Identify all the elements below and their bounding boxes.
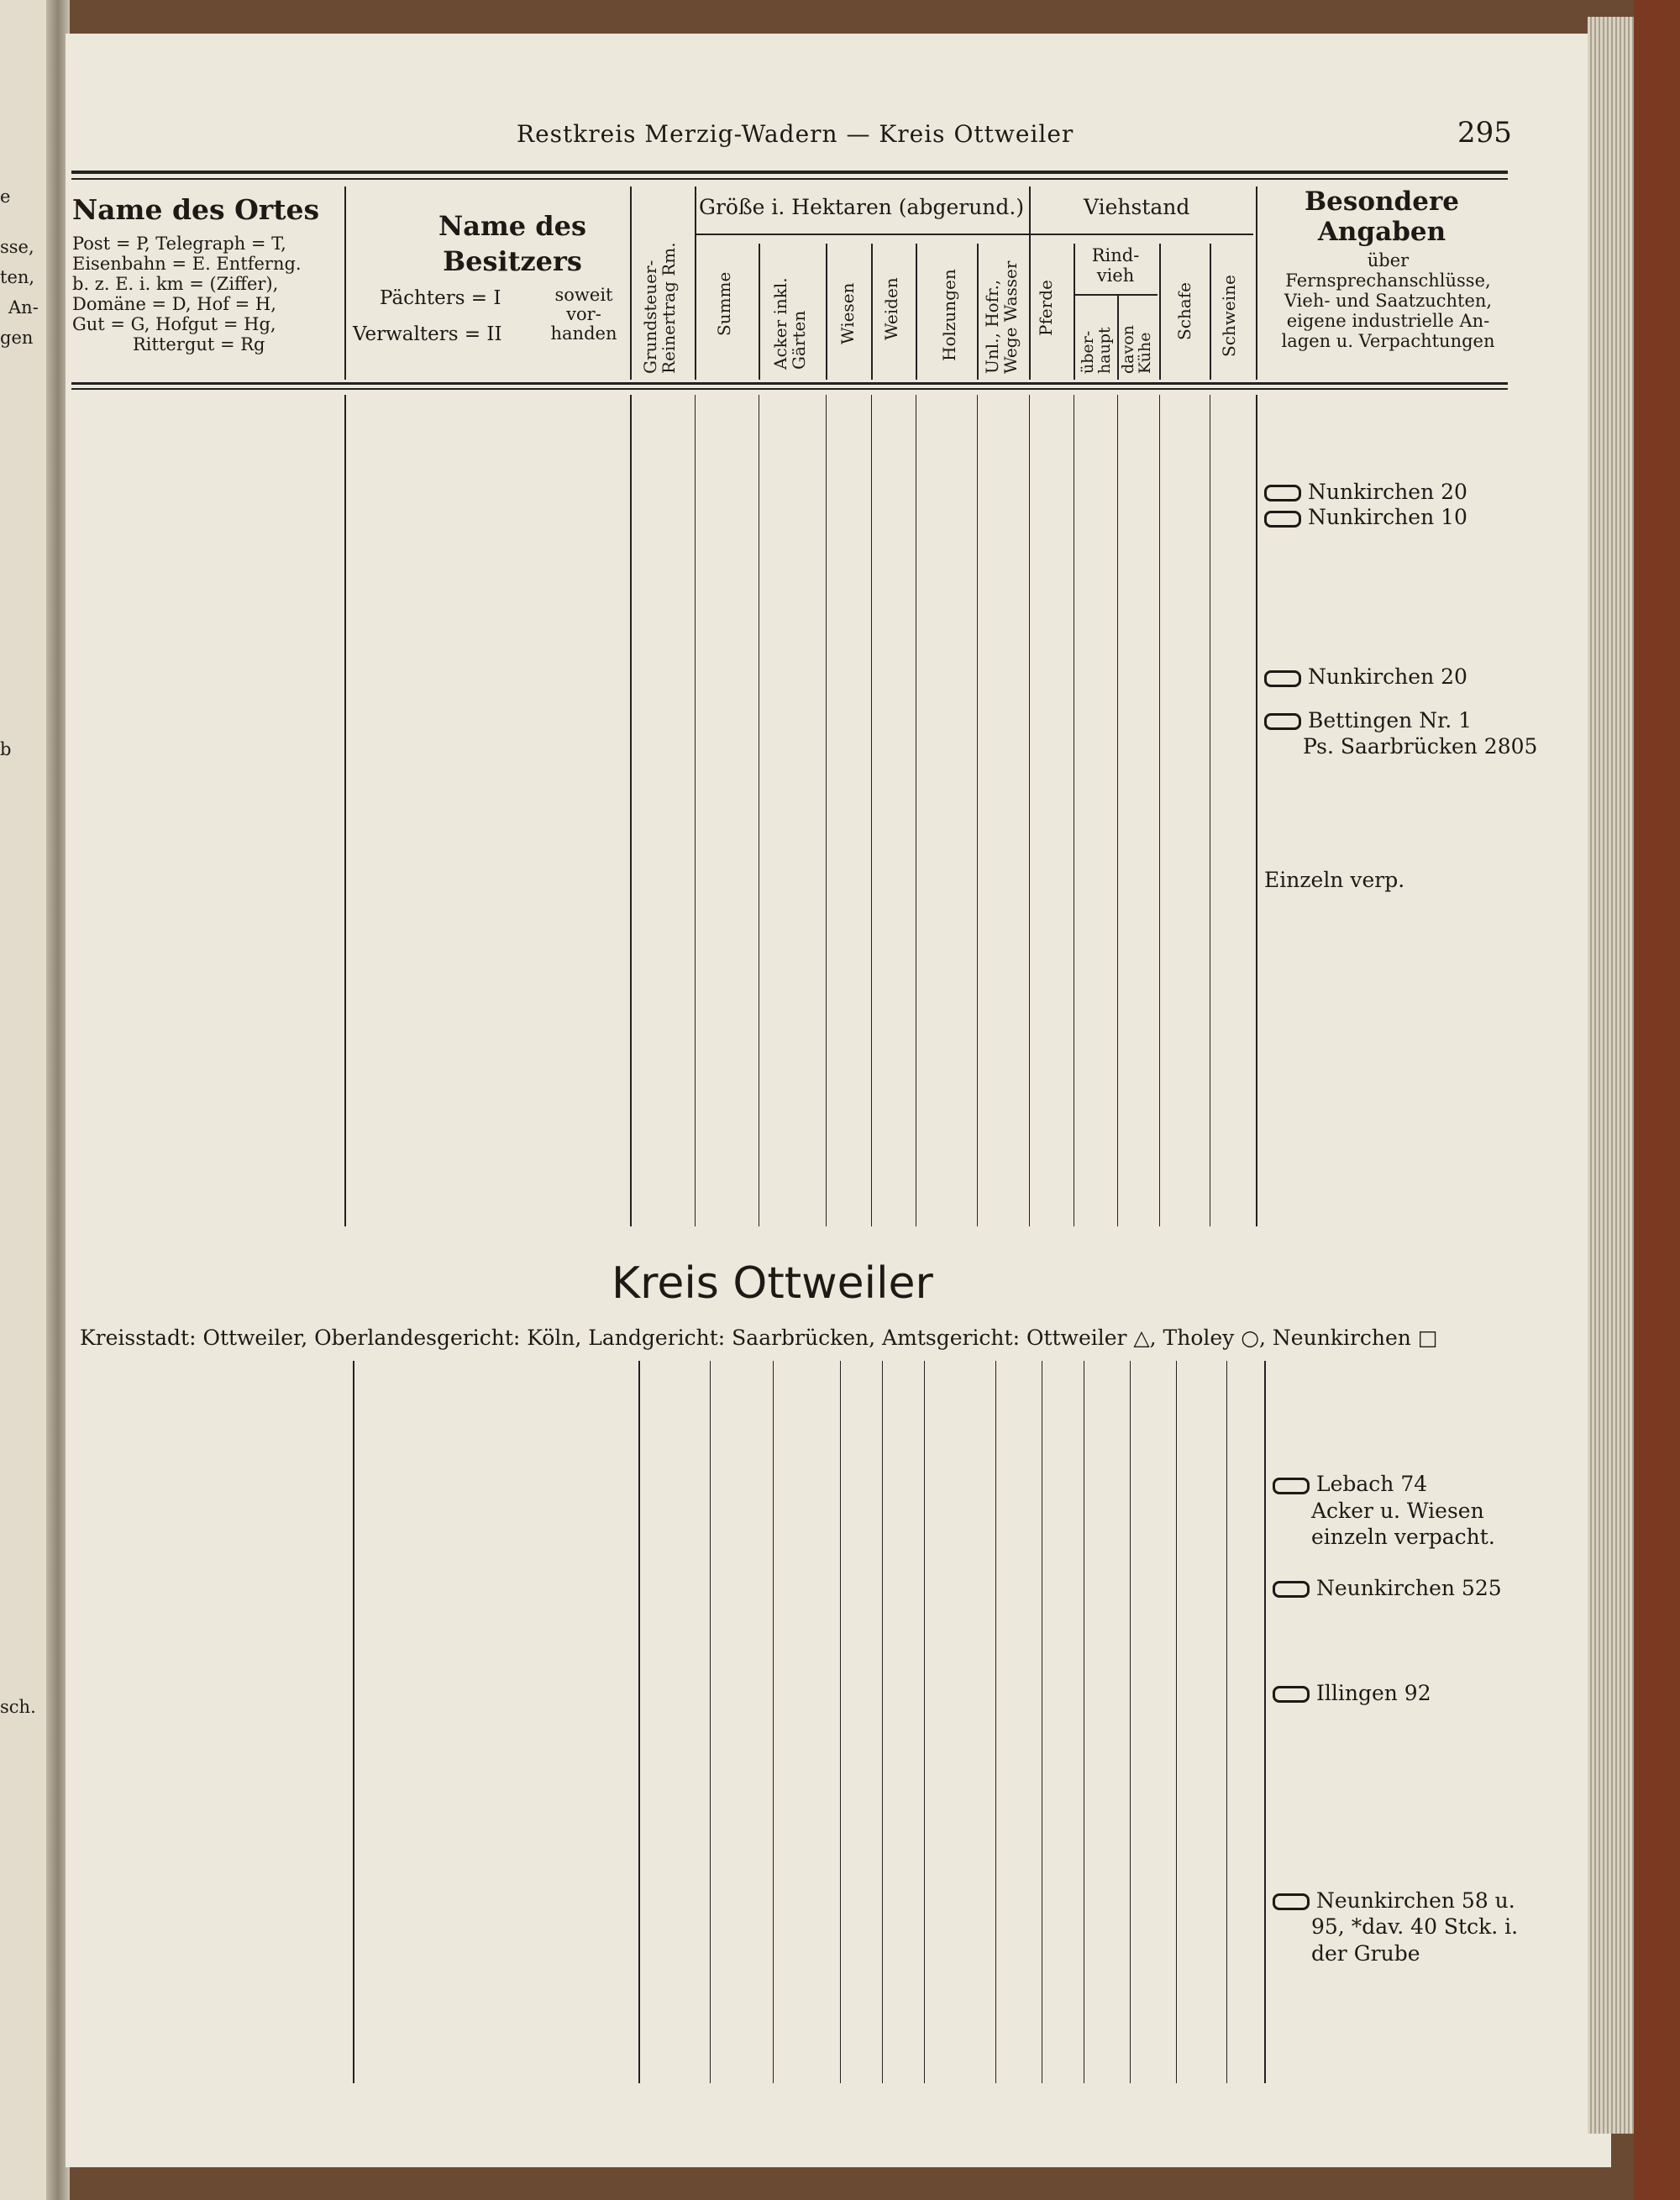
page-number: 295 xyxy=(1457,116,1512,150)
header-verwalter: Verwalters = II xyxy=(353,323,502,345)
special-sub: Fernsprechanschlüsse, xyxy=(1285,270,1491,291)
special-note xyxy=(1273,1681,1431,1705)
header-acker: Acker inkl. Gärten xyxy=(770,277,809,370)
body-col-divider xyxy=(773,1361,774,2083)
telephone-icon xyxy=(1264,670,1301,687)
body-col-divider xyxy=(1130,1361,1131,2083)
header-wiesen: Wiesen xyxy=(837,282,858,344)
col-divider xyxy=(1210,244,1211,380)
body-col-divider xyxy=(995,1361,996,2083)
legend-line: Gut = G, Hofgut = Hg, xyxy=(72,314,276,334)
body-col-divider xyxy=(344,395,346,1226)
header-viehstand: Viehstand xyxy=(1084,195,1190,219)
section-info: Kreisstadt: Ottweiler, Oberlandesgericht: Köln, Landgericht: Saarbrücken, Amtsgericht: Ottweiler △, Tholey ○, Neunkirchen □ xyxy=(80,1326,1438,1350)
header-besitzer: Name des Besitzers xyxy=(438,210,587,277)
section-title-kreis-ottweiler: Kreis Ottweiler xyxy=(612,1258,933,1309)
col-divider xyxy=(344,186,346,380)
header-unland: Unl., Hofr., Wege Wasser xyxy=(982,260,1021,374)
header-rule-bottom xyxy=(71,382,1508,385)
special-note-text: Lebach 74 xyxy=(1316,1472,1428,1496)
col-divider xyxy=(977,244,979,380)
header-weiden: Weiden xyxy=(881,277,901,340)
special-note xyxy=(1273,1576,1502,1600)
body-col-divider xyxy=(1117,395,1118,1226)
book-cover xyxy=(1634,0,1680,2200)
body-col-divider xyxy=(353,1361,354,2083)
col-divider xyxy=(1029,186,1031,380)
header-groesse: Größe i. Hektaren (abgerund.) xyxy=(699,195,1025,219)
page-edges xyxy=(1588,17,1634,2134)
body-col-divider xyxy=(1176,1361,1177,2083)
col-divider xyxy=(1074,244,1075,380)
special-note-text: Illingen 92 xyxy=(1316,1680,1431,1705)
header-grundsteuer: Grundsteuer- Reinertrag Rm. xyxy=(640,242,679,374)
col-divider xyxy=(695,186,696,380)
left-fragment: An- xyxy=(8,297,39,318)
special-note xyxy=(1264,708,1472,732)
telephone-icon xyxy=(1273,1581,1310,1598)
body-col-divider xyxy=(840,1361,841,2083)
header-holzungen: Holzungen xyxy=(939,269,959,361)
col-divider xyxy=(1117,294,1119,380)
body-col-divider xyxy=(826,395,827,1226)
header-summe: Summe xyxy=(714,271,734,336)
special-note xyxy=(1264,664,1467,689)
col-divider xyxy=(630,186,632,380)
legend-line: Domäne = D, Hof = H, xyxy=(72,294,276,314)
special-note-text: Nunkirchen 20 xyxy=(1308,664,1467,689)
header-name-ort: Name des Ortes xyxy=(72,193,320,226)
header-schafe: Schafe xyxy=(1174,282,1194,340)
special-sub: lagen u. Verpachtungen xyxy=(1281,331,1495,351)
header-rule-bottom2 xyxy=(71,388,1508,390)
body-col-divider xyxy=(1029,395,1030,1226)
special-note-line: einzeln verpacht. xyxy=(1311,1525,1495,1549)
telephone-icon xyxy=(1273,1478,1310,1494)
col-divider xyxy=(871,244,873,380)
legend-line: Post = P, Telegraph = T, xyxy=(72,234,286,254)
special-note-text: Bettingen Nr. 1 xyxy=(1308,707,1473,732)
special-note xyxy=(1264,868,1404,892)
left-fragment: e xyxy=(0,186,11,207)
telephone-icon xyxy=(1273,1686,1310,1703)
body-col-divider xyxy=(695,395,696,1226)
left-fragment: sch. xyxy=(0,1697,36,1717)
body-col-divider xyxy=(710,1361,711,2083)
col-divider xyxy=(759,244,760,380)
special-note-text: Einzeln verp. xyxy=(1264,867,1405,892)
header-besondere: Besondere Angaben xyxy=(1304,186,1460,247)
body-col-divider xyxy=(1256,395,1257,1226)
legend-line: b. z. E. i. km = (Ziffer), xyxy=(72,274,279,294)
special-note-text: Nunkirchen 10 xyxy=(1308,505,1467,529)
header-soweit: soweit vor- handen xyxy=(550,285,617,344)
telephone-icon xyxy=(1264,485,1301,501)
special-note-line: 95, *dav. 40 Stck. i. xyxy=(1311,1914,1519,1939)
left-fragment: ten, xyxy=(0,267,35,287)
body-col-divider xyxy=(1226,1361,1227,2083)
left-fragment: b xyxy=(0,739,12,759)
header-paechter: Pächters = I xyxy=(380,287,501,309)
col-divider xyxy=(826,244,827,380)
special-note-text: Neunkirchen 58 u. xyxy=(1316,1888,1515,1913)
running-header: Restkreis Merzig-Wadern — Kreis Ottweiler xyxy=(517,120,1074,148)
body-col-divider xyxy=(638,1361,640,2083)
legend-line: Eisenbahn = E. Entferng. xyxy=(72,254,302,274)
livestock-group-rule xyxy=(1033,234,1253,235)
header-schweine: Schweine xyxy=(1219,275,1239,357)
special-note xyxy=(1264,480,1467,504)
rindvieh-rule xyxy=(1075,294,1158,296)
special-note xyxy=(1273,1472,1427,1496)
special-sub: eigene industrielle An- xyxy=(1286,311,1490,331)
header-rule-top xyxy=(71,171,1508,174)
special-note-line: der Grube xyxy=(1311,1940,1420,1966)
header-pferde: Pferde xyxy=(1036,280,1056,336)
special-note xyxy=(1273,1888,1515,1913)
body-col-divider xyxy=(630,395,632,1226)
body-col-divider xyxy=(1264,1361,1266,2083)
left-fragment: gen xyxy=(0,328,34,348)
special-sub: Vieh- und Saatzuchten, xyxy=(1284,291,1493,311)
col-divider xyxy=(916,244,917,380)
special-sub: über xyxy=(1367,250,1410,270)
special-note-text: Nunkirchen 20 xyxy=(1308,479,1467,504)
page xyxy=(66,34,1611,2167)
special-note xyxy=(1264,505,1467,529)
special-note-line: Acker u. Wiesen xyxy=(1311,1498,1484,1523)
body-col-divider xyxy=(1159,395,1160,1226)
legend-line: Rittergut = Rg xyxy=(133,334,265,354)
left-fragment: sse, xyxy=(0,237,34,257)
telephone-icon xyxy=(1264,511,1301,528)
body-col-divider xyxy=(924,1361,925,2083)
col-divider xyxy=(1159,244,1161,380)
header-ueberhaupt: über- haupt xyxy=(1079,327,1114,374)
body-col-divider xyxy=(977,395,978,1226)
header-kuehe: davon Kühe xyxy=(1119,325,1154,374)
telephone-icon xyxy=(1273,1893,1310,1910)
telephone-icon xyxy=(1264,713,1301,730)
body-col-divider xyxy=(871,395,872,1226)
header-rindvieh: Rind- vieh xyxy=(1091,245,1140,286)
special-note-text: Neunkirchen 525 xyxy=(1316,1575,1502,1600)
body-col-divider xyxy=(882,1361,883,2083)
special-note-line: Ps. Saarbrücken 2805 xyxy=(1303,734,1538,759)
header-rule-top2 xyxy=(71,178,1508,180)
col-divider xyxy=(1256,186,1257,380)
